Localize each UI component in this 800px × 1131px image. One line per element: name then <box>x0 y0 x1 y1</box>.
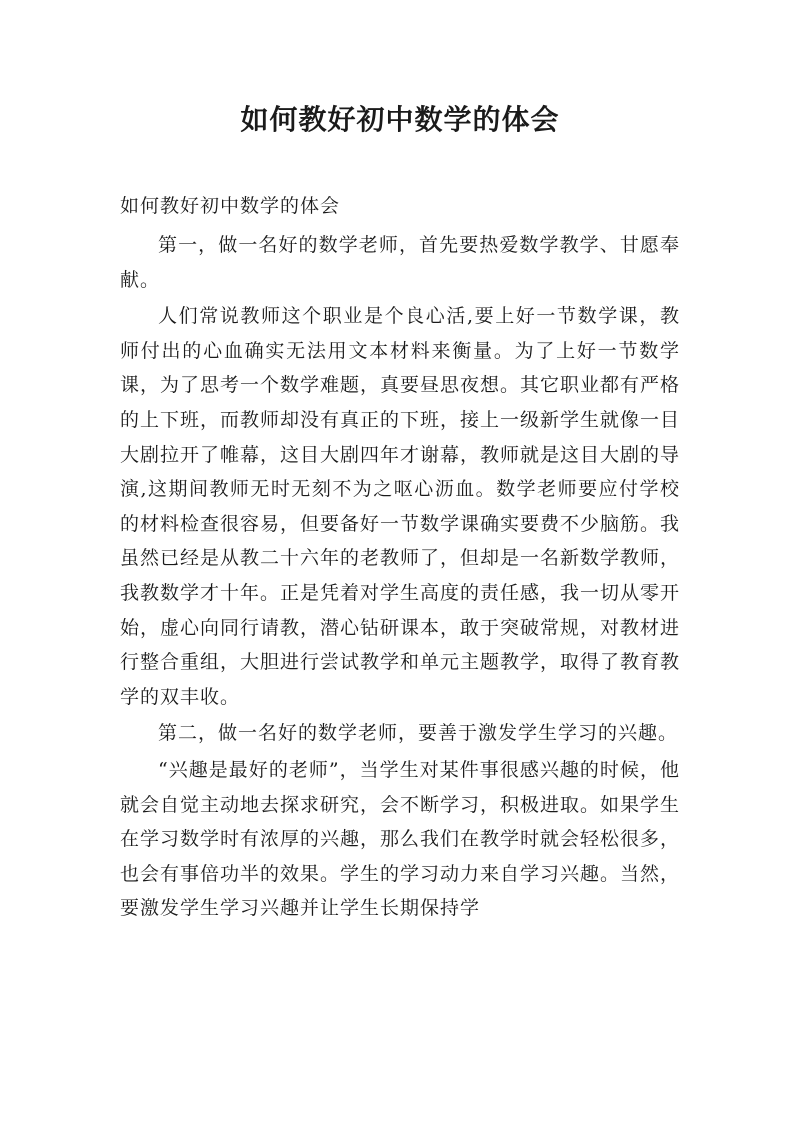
paragraph-2: 人们常说教师这个职业是个良心活,要上好一节数学课，教师付出的心血确实无法用文本材料来衡量。为了上好一节数学课，为了思考一个数学难题，真要昼思夜想。其它职业都有严格的上下班，而教师却没有真正的下班，接上一级新学生就像一目大剧拉开了帷幕，这目大剧四年才谢幕，教师就是这目大剧的导演,这期间教师无时无刻不为之呕心沥血。数学老师要应付学校的材料检查很容易，但要备好一节数学课确实要费不少脑筋。我虽然已经是从教二十六年的老教师了，但却是一名新数学教师，我教数学才十年。正是凭着对学生高度的责任感，我一切从零开始，虚心向同行请教，潜心钻研课本，敢于突破常规，对教材进行整合重组，大胆进行尝试教学和单元主题教学，取得了教育教学的双丰收。 <box>120 305 681 708</box>
paragraph-1: 第一，做一名好的数学老师，首先要热爱数学教学、甘愿奉献。 <box>120 234 680 291</box>
paragraph-3: 第二，做一名好的数学老师，要善于激发学生学习的兴趣。 <box>158 722 679 745</box>
document-subtitle: 如何教好初中数学的体会 <box>120 195 341 217</box>
paragraph-4: “兴趣是最好的老师”，当学生对某件事很感兴趣的时候，他就会自觉主动地去探求研究，会不断学习，积极进取。如果学生在学习数学时有浓厚的兴趣，那么我们在教学时就会轻松很多，也会有事倍功半的效果。学生的学习动力来自学习兴趣。当然，要激发学生学习兴趣并让学生长期保持学 <box>120 758 681 920</box>
document-body <box>120 190 680 926</box>
document-title: 如何教好初中数学的体会 <box>240 103 560 136</box>
